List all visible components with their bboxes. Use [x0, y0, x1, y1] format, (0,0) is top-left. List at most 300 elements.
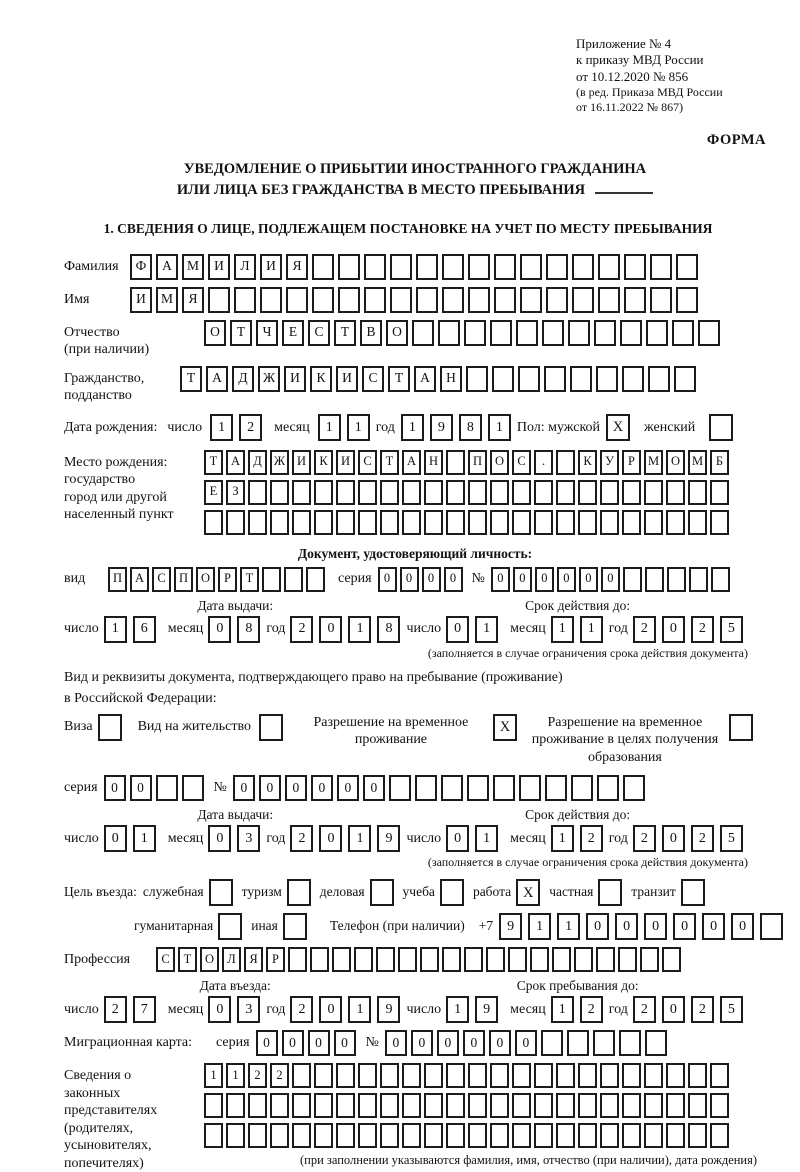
char-cell[interactable]: 0 [208, 825, 231, 852]
char-cell[interactable]: 0 [446, 825, 469, 852]
char-cell[interactable] [534, 1123, 553, 1148]
char-cell[interactable] [519, 775, 541, 801]
char-cell[interactable] [156, 775, 178, 801]
char-cell[interactable]: 0 [731, 913, 754, 940]
char-cell[interactable] [645, 567, 664, 592]
char-cell[interactable] [598, 287, 620, 313]
char-cell[interactable] [546, 287, 568, 313]
char-cell[interactable] [402, 480, 421, 505]
char-cell[interactable]: М [688, 450, 707, 475]
char-cell[interactable] [380, 510, 399, 535]
char-cell[interactable] [490, 480, 509, 505]
char-cell[interactable]: 0 [513, 567, 532, 592]
char-cell[interactable] [312, 287, 334, 313]
char-cell[interactable]: И [284, 366, 306, 392]
char-cell[interactable] [204, 1093, 223, 1118]
char-cell[interactable] [622, 1123, 641, 1148]
char-cell[interactable]: 0 [233, 775, 255, 801]
char-cell[interactable] [578, 1093, 597, 1118]
char-cell[interactable] [490, 510, 509, 535]
char-cell[interactable] [512, 1063, 531, 1088]
char-cell[interactable] [446, 1123, 465, 1148]
purpose-tourism-checkbox[interactable] [287, 879, 311, 906]
char-cell[interactable] [486, 947, 505, 972]
char-cell[interactable] [624, 287, 646, 313]
char-cell[interactable] [688, 1123, 707, 1148]
char-cell[interactable]: 0 [557, 567, 576, 592]
char-cell[interactable] [520, 287, 542, 313]
char-cell[interactable]: 2 [633, 616, 656, 643]
char-cell[interactable] [710, 480, 729, 505]
char-cell[interactable] [618, 947, 637, 972]
char-cell[interactable] [204, 1123, 223, 1148]
char-cell[interactable]: 6 [133, 616, 156, 643]
char-cell[interactable] [402, 1093, 421, 1118]
char-cell[interactable]: И [208, 254, 230, 280]
char-cell[interactable] [314, 1123, 333, 1148]
char-cell[interactable] [402, 1123, 421, 1148]
char-cell[interactable]: 1 [475, 616, 498, 643]
char-cell[interactable]: 0 [104, 825, 127, 852]
char-cell[interactable]: 0 [334, 1030, 356, 1056]
char-cell[interactable] [292, 1123, 311, 1148]
char-cell[interactable]: 2 [290, 996, 313, 1023]
char-cell[interactable]: 2 [290, 825, 313, 852]
char-cell[interactable] [666, 480, 685, 505]
char-cell[interactable]: 5 [720, 825, 743, 852]
char-cell[interactable] [468, 480, 487, 505]
char-cell[interactable]: 2 [633, 825, 656, 852]
char-cell[interactable] [390, 254, 412, 280]
char-cell[interactable] [364, 254, 386, 280]
char-cell[interactable] [760, 913, 783, 940]
char-cell[interactable]: Н [424, 450, 443, 475]
char-cell[interactable] [666, 510, 685, 535]
char-cell[interactable] [666, 1123, 685, 1148]
char-cell[interactable] [376, 947, 395, 972]
char-cell[interactable]: 0 [673, 913, 696, 940]
char-cell[interactable]: А [402, 450, 421, 475]
char-cell[interactable]: А [226, 450, 245, 475]
char-cell[interactable] [530, 947, 549, 972]
gender-male-checkbox[interactable]: X [606, 414, 630, 441]
char-cell[interactable] [534, 480, 553, 505]
char-cell[interactable] [310, 947, 329, 972]
char-cell[interactable]: М [156, 287, 178, 313]
char-cell[interactable]: 1 [348, 616, 371, 643]
char-cell[interactable] [520, 254, 542, 280]
char-cell[interactable] [534, 1093, 553, 1118]
char-cell[interactable] [674, 366, 696, 392]
char-cell[interactable]: С [512, 450, 531, 475]
char-cell[interactable] [622, 1093, 641, 1118]
residence-permit-checkbox[interactable] [259, 714, 283, 741]
char-cell[interactable] [623, 567, 642, 592]
char-cell[interactable] [572, 254, 594, 280]
char-cell[interactable]: 1 [551, 996, 574, 1023]
char-cell[interactable]: 0 [319, 996, 342, 1023]
char-cell[interactable] [182, 775, 204, 801]
char-cell[interactable]: 2 [580, 996, 603, 1023]
char-cell[interactable] [544, 366, 566, 392]
char-cell[interactable]: Т [230, 320, 252, 346]
char-cell[interactable]: 0 [385, 1030, 407, 1056]
char-cell[interactable]: 1 [475, 825, 498, 852]
char-cell[interactable]: О [196, 567, 215, 592]
char-cell[interactable] [314, 1063, 333, 1088]
char-cell[interactable]: Н [440, 366, 462, 392]
char-cell[interactable] [389, 775, 411, 801]
char-cell[interactable] [468, 287, 490, 313]
char-cell[interactable] [358, 1063, 377, 1088]
char-cell[interactable] [412, 320, 434, 346]
char-cell[interactable] [597, 775, 619, 801]
char-cell[interactable] [248, 1123, 267, 1148]
char-cell[interactable]: 0 [662, 996, 685, 1023]
char-cell[interactable]: 0 [311, 775, 333, 801]
char-cell[interactable] [710, 1063, 729, 1088]
char-cell[interactable]: 9 [430, 414, 453, 441]
char-cell[interactable] [645, 1030, 667, 1056]
char-cell[interactable]: Т [240, 567, 259, 592]
char-cell[interactable]: 0 [586, 913, 609, 940]
char-cell[interactable] [446, 510, 465, 535]
char-cell[interactable] [336, 1123, 355, 1148]
char-cell[interactable] [556, 450, 575, 475]
char-cell[interactable]: С [156, 947, 175, 972]
char-cell[interactable]: 2 [691, 996, 714, 1023]
char-cell[interactable]: 0 [489, 1030, 511, 1056]
char-cell[interactable]: 9 [377, 996, 400, 1023]
char-cell[interactable]: Т [178, 947, 197, 972]
char-cell[interactable] [578, 1123, 597, 1148]
char-cell[interactable] [662, 947, 681, 972]
char-cell[interactable]: Я [182, 287, 204, 313]
char-cell[interactable]: 0 [378, 567, 397, 592]
char-cell[interactable] [441, 775, 463, 801]
char-cell[interactable] [493, 775, 515, 801]
char-cell[interactable] [424, 1093, 443, 1118]
char-cell[interactable] [424, 1123, 443, 1148]
char-cell[interactable] [204, 510, 223, 535]
char-cell[interactable] [689, 567, 708, 592]
char-cell[interactable] [420, 947, 439, 972]
purpose-humanitarian-checkbox[interactable] [218, 913, 242, 940]
char-cell[interactable]: 0 [130, 775, 152, 801]
char-cell[interactable] [442, 254, 464, 280]
char-cell[interactable]: И [292, 450, 311, 475]
char-cell[interactable]: 0 [319, 825, 342, 852]
char-cell[interactable] [416, 254, 438, 280]
char-cell[interactable]: 0 [422, 567, 441, 592]
char-cell[interactable] [464, 320, 486, 346]
char-cell[interactable]: 9 [475, 996, 498, 1023]
char-cell[interactable]: Ч [256, 320, 278, 346]
char-cell[interactable]: 0 [579, 567, 598, 592]
char-cell[interactable]: 0 [491, 567, 510, 592]
char-cell[interactable] [364, 287, 386, 313]
char-cell[interactable] [648, 366, 670, 392]
char-cell[interactable] [567, 1030, 589, 1056]
char-cell[interactable]: Ж [270, 450, 289, 475]
char-cell[interactable] [446, 1093, 465, 1118]
char-cell[interactable] [248, 1093, 267, 1118]
char-cell[interactable]: 0 [208, 616, 231, 643]
char-cell[interactable]: К [578, 450, 597, 475]
char-cell[interactable] [314, 510, 333, 535]
char-cell[interactable]: К [314, 450, 333, 475]
char-cell[interactable]: 0 [601, 567, 620, 592]
char-cell[interactable] [402, 1063, 421, 1088]
char-cell[interactable] [312, 254, 334, 280]
char-cell[interactable] [380, 1093, 399, 1118]
char-cell[interactable]: 2 [691, 825, 714, 852]
char-cell[interactable]: Р [218, 567, 237, 592]
char-cell[interactable]: О [204, 320, 226, 346]
char-cell[interactable] [600, 1063, 619, 1088]
char-cell[interactable]: 1 [226, 1063, 245, 1088]
char-cell[interactable] [512, 510, 531, 535]
char-cell[interactable] [596, 947, 615, 972]
char-cell[interactable] [672, 320, 694, 346]
temp-residence-checkbox[interactable]: X [493, 714, 517, 741]
char-cell[interactable] [380, 480, 399, 505]
char-cell[interactable] [284, 567, 303, 592]
char-cell[interactable]: 1 [551, 616, 574, 643]
char-cell[interactable] [640, 947, 659, 972]
char-cell[interactable]: 8 [237, 616, 260, 643]
char-cell[interactable]: А [130, 567, 149, 592]
char-cell[interactable] [468, 1093, 487, 1118]
char-cell[interactable]: Л [234, 254, 256, 280]
char-cell[interactable] [644, 480, 663, 505]
char-cell[interactable] [494, 287, 516, 313]
char-cell[interactable] [442, 947, 461, 972]
char-cell[interactable] [416, 287, 438, 313]
char-cell[interactable]: 0 [282, 1030, 304, 1056]
char-cell[interactable] [468, 510, 487, 535]
char-cell[interactable]: 1 [528, 913, 551, 940]
char-cell[interactable] [574, 947, 593, 972]
char-cell[interactable] [464, 947, 483, 972]
char-cell[interactable] [620, 320, 642, 346]
char-cell[interactable] [624, 254, 646, 280]
char-cell[interactable]: 7 [133, 996, 156, 1023]
char-cell[interactable] [600, 1123, 619, 1148]
char-cell[interactable]: 0 [285, 775, 307, 801]
char-cell[interactable]: К [310, 366, 332, 392]
char-cell[interactable]: 0 [535, 567, 554, 592]
purpose-transit-checkbox[interactable] [681, 879, 705, 906]
char-cell[interactable]: 1 [551, 825, 574, 852]
char-cell[interactable]: 0 [615, 913, 638, 940]
char-cell[interactable]: О [200, 947, 219, 972]
char-cell[interactable] [358, 480, 377, 505]
char-cell[interactable] [494, 254, 516, 280]
char-cell[interactable] [666, 1063, 685, 1088]
char-cell[interactable] [468, 254, 490, 280]
char-cell[interactable] [358, 1123, 377, 1148]
char-cell[interactable]: Е [204, 480, 223, 505]
char-cell[interactable]: О [386, 320, 408, 346]
char-cell[interactable]: С [358, 450, 377, 475]
char-cell[interactable]: 8 [459, 414, 482, 441]
char-cell[interactable] [380, 1123, 399, 1148]
char-cell[interactable] [446, 1063, 465, 1088]
char-cell[interactable]: 0 [104, 775, 126, 801]
char-cell[interactable]: 0 [400, 567, 419, 592]
char-cell[interactable] [600, 480, 619, 505]
char-cell[interactable]: 1 [401, 414, 424, 441]
char-cell[interactable] [596, 366, 618, 392]
char-cell[interactable] [676, 287, 698, 313]
char-cell[interactable]: 2 [633, 996, 656, 1023]
char-cell[interactable] [534, 1063, 553, 1088]
char-cell[interactable] [226, 510, 245, 535]
char-cell[interactable] [622, 480, 641, 505]
char-cell[interactable] [512, 1123, 531, 1148]
char-cell[interactable] [556, 1063, 575, 1088]
char-cell[interactable]: 1 [318, 414, 341, 441]
char-cell[interactable]: У [600, 450, 619, 475]
char-cell[interactable]: В [360, 320, 382, 346]
char-cell[interactable] [270, 1123, 289, 1148]
char-cell[interactable]: 1 [210, 414, 233, 441]
char-cell[interactable]: И [260, 254, 282, 280]
char-cell[interactable]: 2 [580, 825, 603, 852]
purpose-commercial-checkbox[interactable] [370, 879, 394, 906]
char-cell[interactable] [512, 1093, 531, 1118]
char-cell[interactable] [619, 1030, 641, 1056]
char-cell[interactable]: 2 [104, 996, 127, 1023]
char-cell[interactable]: 2 [270, 1063, 289, 1088]
char-cell[interactable] [226, 1093, 245, 1118]
char-cell[interactable] [490, 1063, 509, 1088]
char-cell[interactable]: Т [388, 366, 410, 392]
char-cell[interactable] [556, 480, 575, 505]
char-cell[interactable] [490, 1093, 509, 1118]
char-cell[interactable]: 1 [347, 414, 370, 441]
char-cell[interactable]: Т [380, 450, 399, 475]
char-cell[interactable] [286, 287, 308, 313]
char-cell[interactable] [644, 1123, 663, 1148]
char-cell[interactable] [314, 1093, 333, 1118]
char-cell[interactable]: М [644, 450, 663, 475]
char-cell[interactable] [556, 1123, 575, 1148]
char-cell[interactable] [338, 287, 360, 313]
purpose-other-checkbox[interactable] [283, 913, 307, 940]
char-cell[interactable] [270, 1093, 289, 1118]
char-cell[interactable]: Р [622, 450, 641, 475]
char-cell[interactable] [688, 1093, 707, 1118]
char-cell[interactable]: 0 [208, 996, 231, 1023]
char-cell[interactable]: Я [286, 254, 308, 280]
char-cell[interactable] [644, 1063, 663, 1088]
char-cell[interactable]: Д [232, 366, 254, 392]
char-cell[interactable] [490, 320, 512, 346]
char-cell[interactable] [570, 366, 592, 392]
char-cell[interactable] [492, 366, 514, 392]
char-cell[interactable]: Р [266, 947, 285, 972]
char-cell[interactable] [710, 1123, 729, 1148]
char-cell[interactable] [306, 567, 325, 592]
char-cell[interactable]: С [308, 320, 330, 346]
char-cell[interactable] [424, 480, 443, 505]
char-cell[interactable] [424, 1063, 443, 1088]
char-cell[interactable] [568, 320, 590, 346]
char-cell[interactable] [358, 510, 377, 535]
char-cell[interactable]: О [490, 450, 509, 475]
char-cell[interactable] [594, 320, 616, 346]
char-cell[interactable]: 1 [104, 616, 127, 643]
char-cell[interactable] [593, 1030, 615, 1056]
char-cell[interactable]: Л [222, 947, 241, 972]
char-cell[interactable]: Я [244, 947, 263, 972]
char-cell[interactable]: 1 [446, 996, 469, 1023]
char-cell[interactable] [466, 366, 488, 392]
char-cell[interactable]: 0 [259, 775, 281, 801]
char-cell[interactable]: П [468, 450, 487, 475]
char-cell[interactable]: С [362, 366, 384, 392]
char-cell[interactable] [552, 947, 571, 972]
char-cell[interactable]: 2 [290, 616, 313, 643]
purpose-study-checkbox[interactable] [440, 879, 464, 906]
char-cell[interactable]: 2 [239, 414, 262, 441]
char-cell[interactable] [676, 254, 698, 280]
char-cell[interactable] [358, 1093, 377, 1118]
char-cell[interactable] [446, 450, 465, 475]
char-cell[interactable] [545, 775, 567, 801]
char-cell[interactable] [644, 1093, 663, 1118]
char-cell[interactable]: 0 [446, 616, 469, 643]
char-cell[interactable] [698, 320, 720, 346]
char-cell[interactable] [248, 510, 267, 535]
char-cell[interactable] [571, 775, 593, 801]
char-cell[interactable] [666, 1093, 685, 1118]
char-cell[interactable] [490, 1123, 509, 1148]
char-cell[interactable] [578, 480, 597, 505]
char-cell[interactable]: 0 [411, 1030, 433, 1056]
char-cell[interactable] [390, 287, 412, 313]
char-cell[interactable] [534, 510, 553, 535]
char-cell[interactable]: . [534, 450, 553, 475]
char-cell[interactable]: 1 [133, 825, 156, 852]
char-cell[interactable] [292, 480, 311, 505]
char-cell[interactable]: 9 [499, 913, 522, 940]
char-cell[interactable]: Т [180, 366, 202, 392]
char-cell[interactable]: З [226, 480, 245, 505]
char-cell[interactable] [248, 480, 267, 505]
char-cell[interactable] [415, 775, 437, 801]
char-cell[interactable]: А [156, 254, 178, 280]
char-cell[interactable] [688, 510, 707, 535]
char-cell[interactable] [398, 947, 417, 972]
char-cell[interactable] [338, 254, 360, 280]
char-cell[interactable] [556, 510, 575, 535]
visa-checkbox[interactable] [98, 714, 122, 741]
char-cell[interactable]: Ж [258, 366, 280, 392]
char-cell[interactable] [288, 947, 307, 972]
char-cell[interactable]: 2 [691, 616, 714, 643]
char-cell[interactable]: 0 [437, 1030, 459, 1056]
char-cell[interactable]: И [130, 287, 152, 313]
char-cell[interactable] [518, 366, 540, 392]
char-cell[interactable]: Ф [130, 254, 152, 280]
char-cell[interactable] [688, 480, 707, 505]
char-cell[interactable] [622, 1063, 641, 1088]
char-cell[interactable] [336, 510, 355, 535]
purpose-business-checkbox[interactable] [209, 879, 233, 906]
